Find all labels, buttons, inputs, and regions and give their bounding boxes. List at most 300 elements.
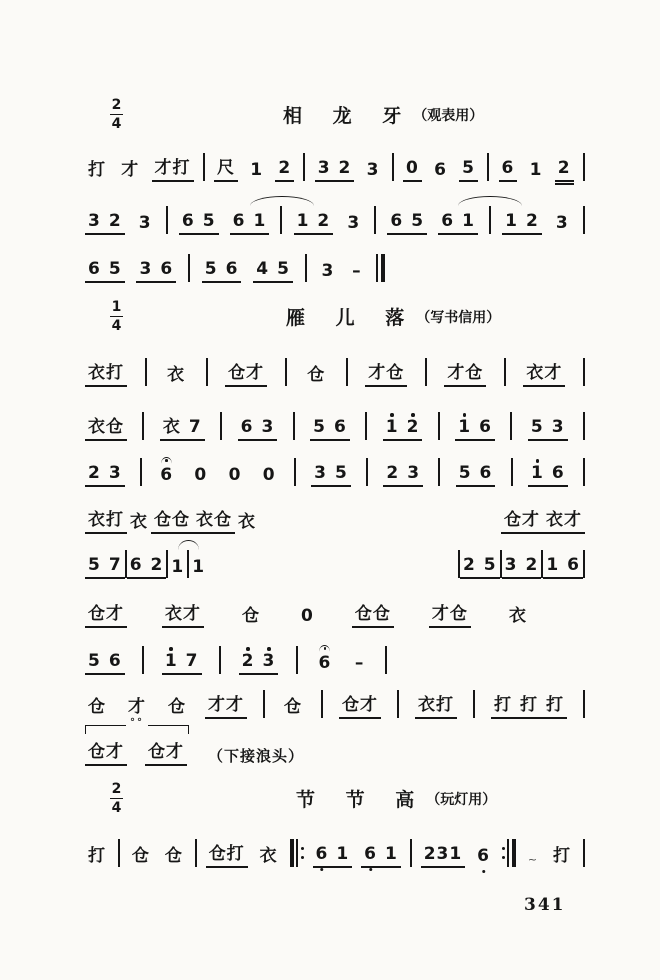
- note-token: [361, 845, 401, 868]
- glyph: 2: [150, 555, 164, 576]
- glyph: 3: [407, 463, 421, 484]
- glyph: 6: [160, 259, 174, 280]
- note-token: [455, 413, 495, 441]
- glyph: 衣: [130, 512, 148, 533]
- time-signature: [110, 98, 123, 131]
- glyph: 3: [139, 259, 153, 280]
- glyph: 6: [434, 160, 447, 181]
- note-token: [127, 556, 167, 579]
- glyph: 1: [458, 417, 472, 438]
- note-token: [127, 513, 151, 534]
- glyph: 0: [262, 465, 276, 486]
- glyph: 仓: [131, 846, 150, 867]
- note-token: [315, 159, 355, 182]
- octave-down-dot: [320, 868, 324, 872]
- glyph: 1: [336, 844, 350, 865]
- note-token: [528, 418, 568, 441]
- note-token: [553, 214, 572, 235]
- note-token: [298, 607, 317, 628]
- glyph: 3: [317, 158, 331, 179]
- octave-up-dot: [169, 647, 173, 651]
- glyph: 6: [160, 465, 174, 486]
- note-token: [125, 698, 149, 719]
- barline: [583, 690, 585, 718]
- note-token: [502, 556, 542, 579]
- glyph: 仓才: [88, 604, 124, 625]
- barline: [203, 153, 205, 181]
- note-token: [474, 847, 493, 868]
- glyph: 1: [192, 557, 206, 578]
- note-token: [239, 647, 279, 675]
- glyph: 衣打: [418, 695, 454, 716]
- glyph: 6: [390, 211, 404, 232]
- glyph: 5: [277, 259, 290, 280]
- barline: [219, 646, 221, 674]
- note-token: [165, 698, 189, 719]
- time-signature-denominator: 4: [111, 317, 122, 334]
- glyph: 仓: [168, 697, 186, 718]
- barline: [438, 412, 440, 440]
- glyph: 2: [462, 555, 476, 576]
- glyph: 2: [525, 211, 539, 232]
- glyph: 才才: [208, 695, 244, 716]
- fraction-line: [110, 316, 123, 318]
- note-token: [136, 214, 155, 235]
- repeat-bracket: [85, 717, 189, 734]
- glyph: 3: [366, 160, 380, 181]
- note-token: [85, 743, 127, 766]
- glyph: 衣才: [165, 604, 202, 625]
- note-token: [344, 214, 363, 235]
- glyph: 才: [128, 697, 146, 718]
- glyph: 打: [88, 846, 106, 867]
- glyph: 仓才: [342, 695, 378, 716]
- glyph: 打: [546, 695, 564, 716]
- glyph: 才仓: [431, 604, 468, 625]
- music-line: [85, 586, 530, 628]
- barline: [583, 839, 585, 867]
- glyph: 6: [477, 846, 490, 867]
- note-token: [191, 466, 210, 487]
- note-token: [527, 161, 546, 182]
- barline: [583, 206, 585, 234]
- glyph: 5: [88, 555, 101, 576]
- note-token: [226, 466, 245, 487]
- time-signature-numerator: 1: [111, 299, 122, 315]
- glyph: 才: [121, 160, 140, 181]
- note-token: [349, 262, 365, 283]
- note-token: [193, 511, 235, 534]
- note-token: [168, 558, 187, 579]
- barline: [285, 358, 287, 386]
- glyph: 5: [313, 417, 326, 438]
- glyph: 5: [334, 463, 348, 484]
- note-token: [281, 698, 305, 719]
- glyph: 2: [317, 211, 331, 232]
- section-header-jiejiegao: [0, 782, 660, 822]
- note-token: [205, 696, 247, 719]
- note-token: [528, 459, 568, 487]
- fermata-icon: [161, 457, 172, 464]
- glyph: 2: [386, 463, 400, 484]
- music-line: [85, 492, 585, 534]
- note-token: [85, 212, 125, 235]
- glyph: 0: [194, 465, 208, 486]
- barline: [195, 839, 197, 867]
- barline: [366, 458, 368, 486]
- note-token: [383, 464, 423, 487]
- piece-title-usage: （玩灯用）: [426, 791, 497, 808]
- time-signature-numerator: 2: [111, 97, 122, 113]
- note-token: [364, 161, 383, 182]
- glyph: 6: [232, 211, 246, 232]
- glyph: 6: [567, 555, 580, 576]
- glyph: 1: [529, 160, 543, 181]
- barline: [397, 690, 399, 718]
- glyph: 衣: [508, 606, 527, 627]
- glyph: 6: [88, 259, 101, 280]
- glyph: （下接浪头）: [208, 746, 305, 765]
- note-token: [415, 696, 457, 719]
- time-signature-denominator: 4: [111, 115, 122, 132]
- barline: [510, 412, 512, 440]
- time-signature: [110, 300, 123, 333]
- glyph: 6: [364, 844, 377, 865]
- section-header-yanerluo: [0, 300, 660, 340]
- glyph: 仓才: [504, 510, 540, 531]
- glyph: 6: [108, 651, 122, 672]
- glyph: 5: [204, 259, 218, 280]
- note-token: [85, 260, 125, 283]
- barline: [489, 206, 491, 234]
- barline: [206, 358, 208, 386]
- note-token: [555, 159, 574, 182]
- note-token: [501, 511, 543, 534]
- note-token: [491, 696, 567, 719]
- glyph: 仓仓: [354, 604, 391, 625]
- piece-title: [296, 785, 496, 812]
- barline: [188, 254, 190, 282]
- music-line: [85, 717, 425, 766]
- note-token: [253, 260, 293, 283]
- barline: [118, 839, 120, 867]
- glyph: 1: [171, 557, 185, 578]
- note-token: [460, 556, 500, 579]
- note-token: [162, 605, 204, 628]
- note-token: [157, 457, 176, 487]
- note-token: [550, 847, 574, 868]
- glyph: 5: [88, 651, 101, 672]
- note-token: [387, 212, 427, 235]
- music-line: [85, 826, 585, 868]
- glyph: 打: [494, 695, 512, 716]
- music-line: [85, 445, 585, 487]
- glyph: 5: [411, 211, 425, 232]
- barline: [583, 412, 585, 440]
- note-token: [431, 161, 450, 182]
- note-token: [339, 696, 381, 719]
- glyph: 1: [384, 844, 398, 865]
- note-token: [506, 607, 530, 628]
- barline: [425, 358, 427, 386]
- time-signature-numerator: 2: [111, 781, 122, 797]
- octave-down-dot: [369, 868, 373, 872]
- page-number: 341: [524, 895, 566, 915]
- glyph: 0: [228, 465, 242, 486]
- glyph: 5: [108, 259, 122, 280]
- glyph: 231: [423, 844, 463, 865]
- note-token: [523, 364, 565, 387]
- barline: [438, 458, 440, 486]
- note-token: [118, 161, 142, 182]
- glyph: 4: [256, 259, 270, 280]
- fermata-icon: [319, 645, 330, 652]
- tie-arc: [458, 196, 522, 206]
- glyph: 3: [551, 417, 565, 438]
- note-token: [459, 159, 478, 182]
- note-token: [304, 366, 328, 387]
- glyph: 6: [315, 844, 329, 865]
- barline: [473, 690, 475, 718]
- glyph: 仓打: [208, 844, 245, 865]
- barline: [303, 153, 305, 181]
- fraction-line: [110, 114, 123, 116]
- barline: [583, 358, 585, 386]
- glyph: 6: [501, 158, 515, 179]
- music-line: [85, 193, 585, 235]
- note-token: [85, 847, 109, 868]
- note-token: [85, 556, 125, 579]
- glyph: 衣打: [88, 510, 124, 531]
- barline: [263, 690, 265, 718]
- annotation-text: [205, 748, 307, 767]
- octave-up-dot: [246, 647, 250, 651]
- note-token: [235, 513, 259, 534]
- glyph: 5: [462, 158, 475, 179]
- note-token: [202, 260, 242, 283]
- piece-title-usage: （写书信用）: [416, 309, 501, 326]
- music-line: [85, 140, 585, 182]
- glyph: 6: [441, 211, 455, 232]
- glyph: 1: [164, 651, 178, 672]
- barline: [140, 458, 142, 486]
- glyph: 2: [88, 463, 101, 484]
- music-line: [85, 399, 585, 441]
- note-token: [85, 464, 125, 487]
- note-token: [85, 364, 127, 387]
- barline: [392, 153, 394, 181]
- octave-up-dot: [463, 413, 467, 417]
- note-token: [456, 464, 496, 487]
- note-token: [85, 511, 127, 534]
- note-token: [311, 464, 351, 487]
- note-token: [85, 652, 125, 675]
- glyph: 仓: [164, 846, 183, 867]
- glyph: 2: [278, 158, 292, 179]
- glyph: 1: [253, 211, 267, 232]
- glyph: 6: [479, 417, 492, 438]
- section-header-xianglongya: [0, 98, 660, 138]
- glyph: 才仓: [368, 363, 405, 384]
- barline: [374, 206, 376, 234]
- glyph: 仓才: [228, 363, 265, 384]
- barline: [142, 412, 144, 440]
- glyph: 衣才: [546, 510, 582, 531]
- note-token: [383, 413, 423, 441]
- glyph: 0: [405, 158, 419, 179]
- music-line: [85, 537, 585, 579]
- glyph: 1: [296, 211, 310, 232]
- barline: [294, 458, 296, 486]
- note-token: [238, 418, 278, 441]
- barline: [305, 254, 307, 282]
- note-token: [313, 845, 353, 868]
- note-token: [225, 364, 267, 387]
- glyph: 1: [505, 211, 518, 232]
- glyph: 6: [551, 463, 565, 484]
- barline: [220, 412, 222, 440]
- note-token: [257, 847, 281, 868]
- glyph: 3: [262, 651, 276, 672]
- glyph: 仓: [88, 697, 106, 718]
- music-line: [85, 633, 387, 675]
- spacer: [259, 492, 501, 534]
- glyph: –: [354, 653, 365, 674]
- glyph: 6: [240, 417, 254, 438]
- note-token: [189, 558, 208, 579]
- glyph: 6: [479, 463, 493, 484]
- note-token: [85, 698, 109, 719]
- glyph: 1: [530, 463, 544, 484]
- piece-title-usage: （观表用）: [413, 107, 484, 124]
- music-line: [85, 241, 385, 283]
- note-token: [239, 607, 263, 628]
- glyph: 2: [241, 651, 255, 672]
- note-token: [525, 854, 541, 868]
- barline: [583, 458, 585, 486]
- piece-title-text: 节 节 高: [296, 789, 427, 811]
- glyph: 7: [108, 555, 122, 576]
- glyph: 6: [225, 259, 239, 280]
- glyph: 5: [530, 417, 544, 438]
- note-token: [179, 212, 219, 235]
- glyph: 仓: [307, 365, 326, 386]
- note-token: [129, 847, 153, 868]
- barline: [145, 358, 147, 386]
- glyph: 3: [504, 555, 518, 576]
- spacer: [208, 537, 458, 579]
- note-token: [429, 605, 471, 628]
- piece-title: [286, 303, 500, 330]
- barline: [410, 839, 412, 867]
- barline: [280, 206, 282, 234]
- time-signature-denominator: 4: [111, 799, 122, 816]
- glyph: 7: [188, 417, 202, 438]
- music-line: [85, 677, 585, 719]
- repeat-bracket-marks: °°: [126, 718, 148, 728]
- note-token: [162, 847, 186, 868]
- glyph: 3: [88, 211, 101, 232]
- note-token: [543, 556, 583, 579]
- octave-up-dot: [536, 459, 540, 463]
- octave-up-dot: [411, 413, 415, 417]
- glyph: 3: [261, 417, 275, 438]
- tie-arc: [250, 196, 314, 206]
- glyph: 6: [334, 417, 347, 438]
- glyph: 衣打: [88, 363, 124, 384]
- glyph: 5: [483, 555, 497, 576]
- note-token: [319, 262, 338, 283]
- glyph: 仓才: [148, 742, 184, 763]
- glyph: 仓: [284, 697, 302, 718]
- note-token: [275, 159, 294, 182]
- glyph: 6: [181, 211, 195, 232]
- repeat-open-barline: [290, 839, 304, 867]
- note-token: [403, 159, 422, 182]
- note-token: [502, 212, 542, 235]
- glyph: 衣仓: [196, 510, 232, 531]
- note-token: [444, 364, 486, 387]
- glyph: 1: [462, 211, 475, 232]
- note-token: [85, 605, 127, 628]
- note-token: [352, 605, 394, 628]
- glyph: 打: [553, 846, 571, 867]
- note-token: [365, 364, 407, 387]
- octave-down-dot: [482, 870, 486, 874]
- piece-title-text: 相 龙 牙: [283, 105, 414, 127]
- note-token: [499, 159, 518, 182]
- glyph: 3: [108, 463, 122, 484]
- barline: [296, 646, 298, 674]
- glyph: 仓: [242, 606, 261, 627]
- time-signature: [110, 782, 123, 815]
- glyph: 2: [525, 555, 539, 576]
- glyph: 5: [202, 211, 216, 232]
- note-token: [352, 654, 368, 675]
- glyph: 衣才: [526, 363, 563, 384]
- glyph: 尺: [217, 158, 235, 179]
- glyph: –: [352, 261, 362, 282]
- octave-up-dot: [390, 413, 394, 417]
- note-token: [315, 645, 334, 675]
- final-barline: [376, 254, 385, 282]
- glyph: 1: [546, 555, 560, 576]
- glyph: 仓仓: [154, 510, 190, 531]
- note-token: [145, 743, 187, 766]
- glyph: 才仓: [447, 363, 484, 384]
- note-token: [438, 212, 478, 235]
- glyph: 衣: [238, 512, 256, 533]
- note-token: [230, 212, 270, 235]
- glyph: 3: [321, 261, 335, 282]
- barline: [321, 690, 323, 718]
- glyph: 3: [347, 213, 361, 234]
- piece-title: [283, 101, 483, 128]
- note-token: [310, 418, 350, 441]
- barline: [583, 550, 585, 578]
- glyph: 衣: [167, 365, 186, 386]
- glyph: 3: [314, 463, 327, 484]
- glyph: 0: [301, 606, 314, 627]
- glyph: 2: [557, 158, 571, 179]
- barline: [293, 412, 295, 440]
- note-token: [421, 845, 466, 868]
- octave-up-dot: [267, 647, 271, 651]
- note-token: [85, 161, 109, 182]
- repeat-close-barline: [502, 839, 516, 867]
- note-token: [247, 161, 266, 182]
- note-token: [160, 418, 205, 441]
